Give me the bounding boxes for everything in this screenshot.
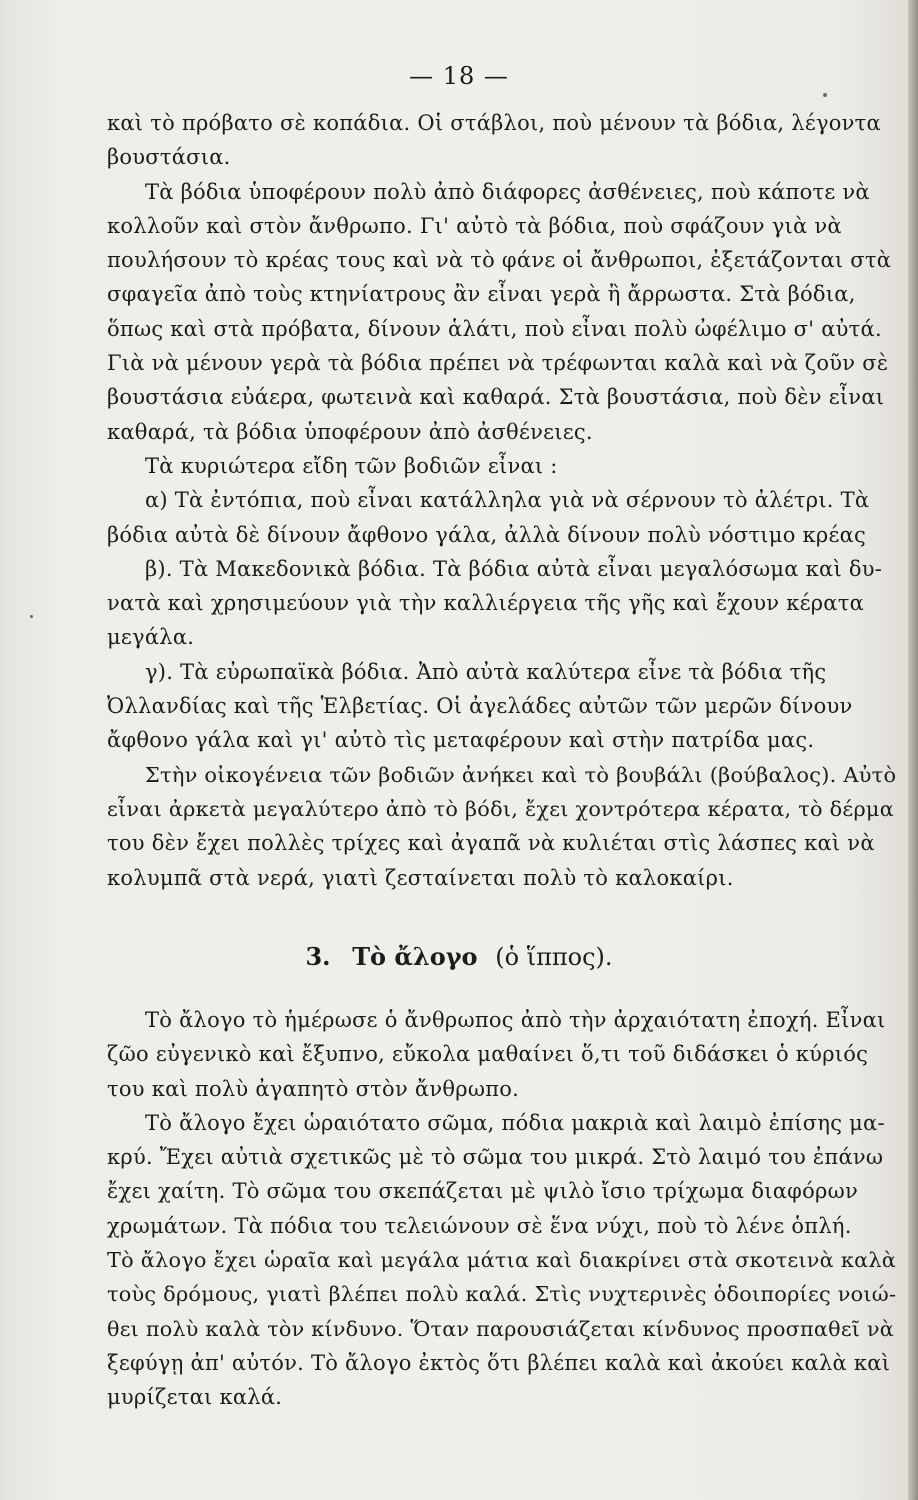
text-line: ἔχει χαίτη. Τὸ σῶμα του σκεπάζεται μὲ ψιλὸ ἴσιο τρίχωμα διαφόρων xyxy=(107,1179,858,1204)
horse-text-block xyxy=(107,1003,897,1415)
text-line: βόδια αὐτὰ δὲ δίνουν ἄφθονο γάλα, ἀλλὰ δίνουν πολὺ νόστιμο κρέας xyxy=(107,522,867,547)
text-line: θει πολὺ καλὰ τὸν κίνδυνο. Ὅταν παρουσιάζεται κίνδυνος προσπαθεῖ νὰ xyxy=(107,1316,895,1341)
page-edge-shadow xyxy=(908,0,918,1500)
page-number: — 18 — xyxy=(409,62,509,90)
text-line: Τὰ κυριώτερα εἴδη τῶν βοδιῶν εἶναι : xyxy=(145,453,558,478)
text-line: του καὶ πολὺ ἀγαπητὸ στὸν ἄνθρωπο. xyxy=(107,1076,520,1101)
text-line: γ). Τὰ εὐρωπαϊκὰ βόδια. Ἀπὸ αὐτὰ καλύτερα εἶνε τὰ βόδια τῆς xyxy=(145,659,827,684)
text-line: νατὰ καὶ χρησιμεύουν γιὰ τὴν καλλιέργεια τῆς γῆς καὶ ἔχουν κέρατα xyxy=(107,591,865,616)
paper-speck xyxy=(823,93,827,97)
text-line: Τὸ ἄλογο ἔχει ὡραιότατο σῶμα, πόδια μακριὰ καὶ λαιμὸ ἐπίσης μα- xyxy=(145,1110,885,1135)
text-line: μυρίζεται καλά. xyxy=(107,1385,283,1410)
text-line: ὅπως καὶ στὰ πρόβατα, δίνουν ἁλάτι, ποὺ εἶναι πολὺ ὠφέλιμο σ' αὐτά. xyxy=(107,316,882,341)
text-line: κολλοῦν καὶ στὸν ἄνθρωπο. Γι' αὐτὸ τὰ βόδια, ποὺ σφάζουν γιὰ νὰ xyxy=(107,213,842,238)
text-line: Τὰ βόδια ὑποφέρουν πολὺ ἀπὸ διάφορες ἀσθένειες, ποὺ κάποτε νὰ xyxy=(145,179,870,204)
text-line: β). Τὰ Μακεδονικὰ βόδια. Τὰ βόδια αὐτὰ εἶναι μεγαλόσωμα καὶ δυ- xyxy=(145,556,883,581)
section-heading xyxy=(0,940,918,974)
text-line: ζῶο εὐγενικὸ καὶ ἔξυπνο, εὔκολα μαθαίνει ὅ,τι τοῦ διδάσκει ὁ κύριός xyxy=(107,1042,869,1067)
text-line: μεγάλα. xyxy=(107,625,195,650)
text-line: καὶ τὸ πρόβατο σὲ κοπάδια. Οἱ στάβλοι, ποὺ μένουν τὰ βόδια, λέγοντα xyxy=(107,111,881,135)
text-line: ἄφθονο γάλα καὶ γι' αὐτὸ τὶς μεταφέρουν καὶ στὴν πατρίδα μας. xyxy=(107,728,815,753)
section-number: 3. xyxy=(305,942,331,971)
cattle-text-block xyxy=(107,106,897,895)
section-subtitle: (ὁ ἵππος). xyxy=(495,943,613,971)
paper-speck xyxy=(30,615,33,618)
text-line: πουλήσουν τὸ κρέας τους καὶ νὰ τὸ φάνε οἱ ἄνθρωποι, ἐξετάζονται στὰ xyxy=(107,248,892,273)
text-line: χρωμάτων. Τὰ πόδια του τελειώνουν σὲ ἕνα νύχι, ποὺ τὸ λένε ὁπλή. xyxy=(107,1213,852,1238)
text-line: καθαρά, τὰ βόδια ὑποφέρουν ἀπὸ ἀσθένειες. xyxy=(107,419,593,444)
text-line: Ὀλλανδίας καὶ τῆς Ἑλβετίας. Οἱ ἀγελάδες αὐτῶν τῶν μερῶν δίνουν xyxy=(107,694,853,719)
text-line: ξεφύγῃ ἀπ' αὐτόν. Τὸ ἄλογο ἐκτὸς ὅτι βλέπει καλὰ καὶ ἀκούει καλὰ καὶ xyxy=(107,1350,891,1375)
text-line: Στὴν οἰκογένεια τῶν βοδιῶν ἀνήκει καὶ τὸ βουβάλι (βούβαλος). Αὐτὸ xyxy=(145,762,897,787)
text-line: βουστάσια. xyxy=(107,145,231,170)
text-line: κρύ. Ἔχει αὐτιὰ σχετικῶς μὲ τὸ σῶμα του μικρά. Στὸ λαιμό του ἐπάνω xyxy=(107,1145,884,1170)
text-line: α) Τὰ ἐντόπια, ποὺ εἶναι κατάλληλα γιὰ νὰ σέρνουν τὸ ἀλέτρι. Τὰ xyxy=(145,488,870,513)
section-title: Τὸ ἄλογο xyxy=(352,942,478,971)
text-line: κολυμπᾶ στὰ νερά, γιατὶ ζεσταίνεται πολὺ τὸ καλοκαίρι. xyxy=(107,865,734,890)
text-line: τοὺς δρόμους, γιατὶ βλέπει πολὺ καλά. Στὶς νυχτερινὲς ὁδοιπορίες νοιώ- xyxy=(107,1282,897,1307)
text-line: βουστάσια εὐάερα, φωτεινὰ καὶ καθαρά. Στὰ βουστάσια, ποὺ δὲν εἶναι xyxy=(107,385,885,410)
text-line: εἶναι ἀρκετὰ μεγαλύτερο ἀπὸ τὸ βόδι, ἔχει χοντρότερα κέρατα, τὸ δέρμα xyxy=(107,796,894,821)
text-line: σφαγεῖα ἀπὸ τοὺς κτηνίατρους ἂν εἶναι γερὰ ἢ ἄρρωστα. Στὰ βόδια, xyxy=(107,282,856,307)
text-line: Τὸ ἄλογο ἔχει ὡραῖα καὶ μεγάλα μάτια καὶ διακρίνει στὰ σκοτεινὰ καλὰ xyxy=(107,1248,897,1273)
text-line: του δὲν ἔχει πολλὲς τρίχες καὶ ἀγαπᾶ νὰ κυλιέται στὶς λάσπες καὶ νὰ xyxy=(107,831,875,856)
text-line: Γιὰ νὰ μένουν γερὰ τὰ βόδια πρέπει νὰ τρέφωνται καλὰ καὶ νὰ ζοῦν σὲ xyxy=(107,351,889,376)
text-line: Τὸ ἄλογο τὸ ἡμέρωσε ὁ ἄνθρωπος ἀπὸ τὴν ἀρχαιότατη ἐποχή. Εἶναι xyxy=(145,1008,886,1032)
